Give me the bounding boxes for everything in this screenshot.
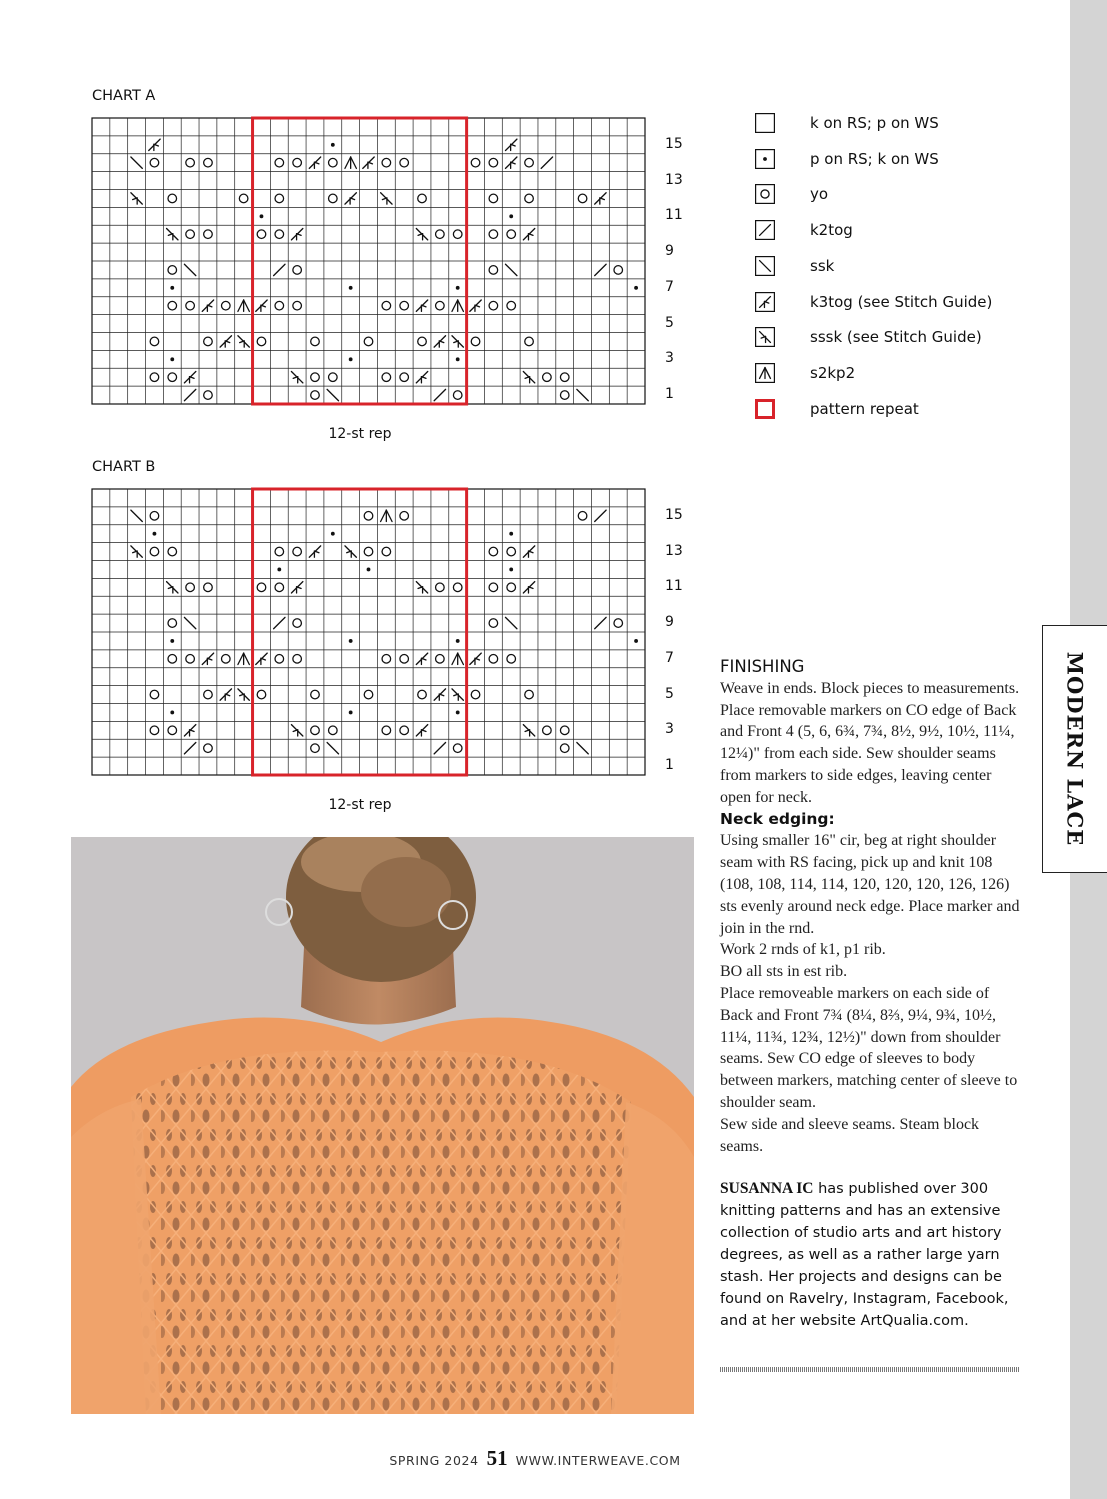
finishing-section	[720, 656, 1020, 1332]
purl-symbol	[349, 357, 353, 361]
chart-b-grid	[92, 489, 648, 777]
legend-label: sssk (see Stitch Guide)	[810, 328, 982, 347]
row-number: 7	[665, 278, 674, 295]
page-footer	[0, 1446, 1070, 1471]
footer-season: SPRING 2024	[389, 1453, 479, 1468]
row-number: 3	[665, 350, 674, 367]
finishing-paragraph: Weave in ends. Block pieces to measurements.	[720, 679, 1020, 697]
end-rule	[720, 1367, 1019, 1372]
s2kp2-legend-icon	[755, 363, 775, 383]
legend-label: k3tog (see Stitch Guide)	[810, 292, 993, 311]
purl-symbol	[349, 286, 353, 290]
purl-symbol	[170, 357, 174, 361]
purl-symbol	[349, 639, 353, 643]
legend-label: p on RS; k on WS	[810, 149, 939, 168]
purl-symbol	[456, 711, 460, 715]
finishing-paragraph: Place removable markers on CO edge of Back and Front 4 (5, 6, 6¾, 7¾, 8½, 9½, 10½, 11¼, 12¼)" from each side. Sew shoulder seams from markers to side edges, leaving center open for neck.	[720, 701, 1017, 806]
chart-a-grid	[92, 118, 648, 406]
row-number: 11	[665, 578, 683, 595]
box-legend-icon	[755, 113, 775, 133]
purl-symbol	[456, 357, 460, 361]
finishing-paragraph: Work 2 rnds of k1, p1 rib.	[720, 941, 886, 959]
legend-label: k2tog	[810, 221, 853, 240]
purl-symbol	[367, 568, 371, 572]
k3tog-legend-icon	[755, 292, 775, 312]
section-tab	[1042, 625, 1107, 873]
purl-symbol	[331, 532, 335, 536]
row-number: 15	[665, 135, 683, 152]
purl-symbol	[331, 143, 335, 147]
purl-symbol	[349, 711, 353, 715]
legend-label: yo	[810, 185, 829, 204]
chart-b-title: CHART B	[92, 459, 156, 475]
row-number: 3	[665, 721, 674, 738]
purl-symbol	[509, 532, 513, 536]
row-number: 13	[665, 542, 683, 559]
purl-legend-icon	[755, 149, 775, 169]
finishing-paragraph: BO all sts in est rib.	[720, 963, 848, 981]
purl-symbol	[509, 568, 513, 572]
row-number: 5	[665, 314, 674, 331]
purl-symbol	[170, 711, 174, 715]
finishing-heading: FINISHING	[720, 657, 805, 676]
purl-symbol	[153, 532, 157, 536]
purl-symbol	[456, 639, 460, 643]
row-number: 11	[665, 207, 683, 224]
row-number: 5	[665, 685, 674, 702]
row-number: 1	[665, 757, 674, 774]
row-number: 7	[665, 649, 674, 666]
finishing-paragraph: Sew side and sleeve seams. Steam block seams.	[720, 1115, 980, 1155]
purl-symbol	[456, 286, 460, 290]
purl-symbol	[634, 639, 638, 643]
neck-edging-heading: Neck edging:	[720, 809, 835, 828]
designer-bio	[720, 1178, 1020, 1332]
legend-label: k on RS; p on WS	[810, 114, 939, 132]
row-number: 13	[665, 171, 683, 188]
k2tog-legend-icon	[755, 220, 775, 240]
yo-legend-icon	[755, 184, 775, 204]
legend-label: ssk	[810, 256, 835, 275]
chart-b-repeat-label: 12-st rep	[328, 797, 392, 813]
row-number: 15	[665, 506, 683, 523]
designer-bio-text: has published over 300 knitting patterns and has an extensive collection of studio arts and art history degrees, as well as a rather large yarn stash. Her projects and designs can be found on Ravelry, Instagram, Facebook, and at her website ArtQualia.com.	[720, 1181, 1009, 1330]
section-tab-label: MODERN LACE	[1062, 651, 1088, 847]
finishing-paragraph: Place removeable markers on each side of Back and Front 7¾ (8¼, 8⅔, 9¼, 9¾, 10½, 11¼, 11¾, 12¾, 12½)" down from shoulder seams. Sew CO edge of sleeves to body between markers, matching center of sleeve to shoulder seam.	[720, 984, 1018, 1111]
sssk-legend-icon	[755, 327, 775, 347]
ssk-legend-icon	[755, 256, 775, 276]
row-number: 9	[665, 243, 674, 260]
legend-label: pattern repeat	[810, 399, 919, 418]
row-number: 9	[665, 614, 674, 631]
lace-panel	[131, 1050, 631, 1414]
purl-symbol	[170, 286, 174, 290]
row-number: 1	[665, 386, 674, 403]
purl-symbol	[509, 214, 513, 218]
designer-name: SUSANNA IC	[720, 1180, 814, 1198]
sweater-back-photo	[71, 837, 694, 1414]
chart-a-title: CHART A	[92, 88, 156, 104]
purl-symbol	[634, 286, 638, 290]
purl-symbol	[763, 157, 767, 161]
purl-symbol	[170, 639, 174, 643]
legend-label: s2kp2	[810, 363, 856, 382]
purl-symbol	[260, 214, 264, 218]
page-number: 51	[486, 1446, 508, 1470]
finishing-paragraph: Using smaller 16" cir, beg at right shoulder seam with RS facing, pick up and knit 108 (108, 108, 114, 114, 120, 120, 120, 126, 126) sts evenly around neck edge. Place marker and join in the rnd.	[720, 832, 1020, 937]
purl-symbol	[277, 568, 281, 572]
repeat-legend-icon	[755, 399, 775, 419]
footer-website: WWW.INTERWEAVE.COM	[515, 1453, 681, 1468]
chart-a-repeat-label: 12-st rep	[328, 426, 392, 442]
